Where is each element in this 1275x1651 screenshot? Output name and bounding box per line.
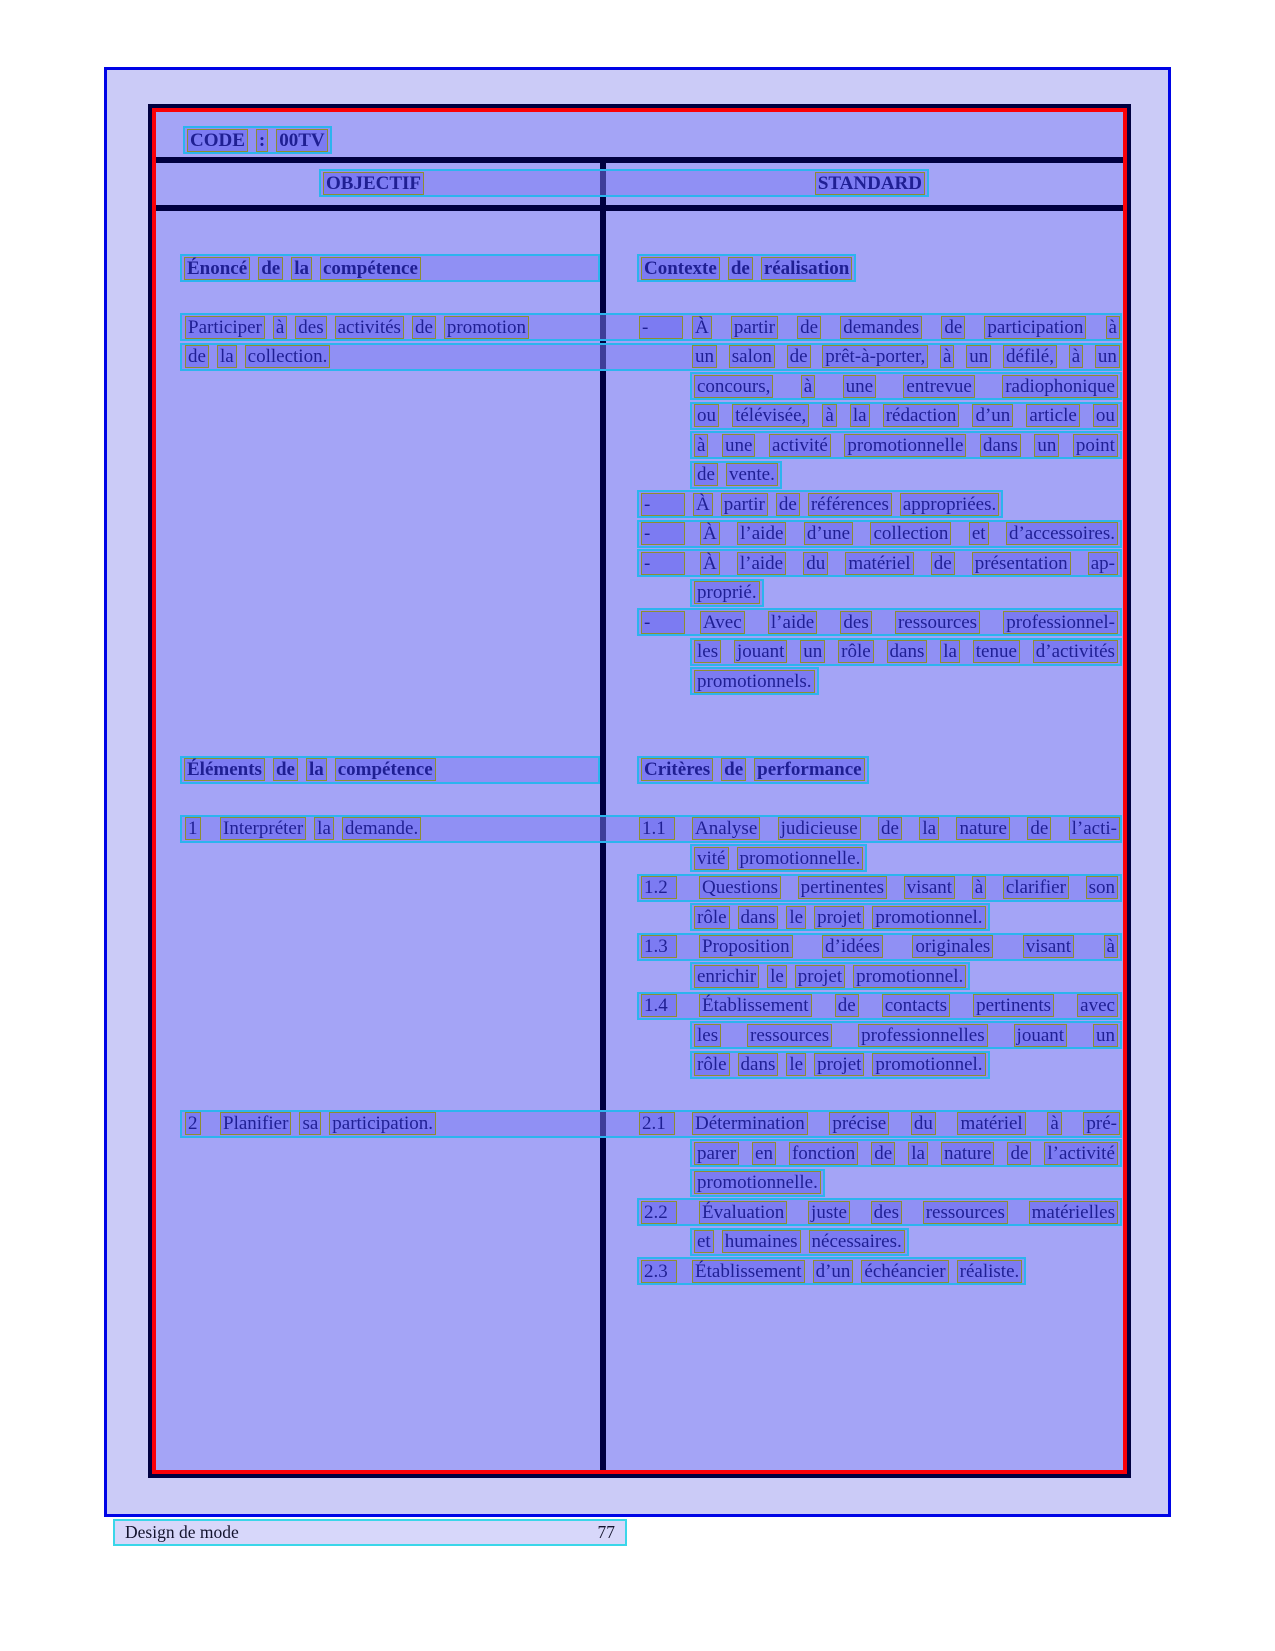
ocr-word: Contexte	[641, 257, 720, 280]
ocr-word: Établissement	[692, 1260, 805, 1283]
ocr-line-box	[637, 490, 1003, 518]
ocr-word: ap-	[1088, 552, 1118, 575]
standard-column-header: STANDARD	[815, 172, 925, 195]
ocr-word: rôle	[694, 1053, 730, 1076]
ocr-word: 00TV	[276, 129, 327, 152]
ocr-word: des	[295, 316, 326, 339]
footer-page-number: 77	[597, 1522, 615, 1542]
text-row	[156, 814, 1123, 844]
criterion-number: 1.3	[641, 935, 677, 958]
ocr-word: précise	[829, 1112, 889, 1135]
ocr-word: pré-	[1083, 1112, 1120, 1135]
ocr-word: demandes	[840, 316, 922, 339]
ocr-line-box	[180, 1110, 1122, 1138]
text-row	[156, 1197, 1123, 1227]
ocr-word: À	[700, 522, 720, 545]
text-row	[156, 1020, 1123, 1050]
ocr-word: entrevue	[903, 375, 974, 398]
ocr-word: activité	[769, 434, 831, 457]
ocr-word: réaliste.	[957, 1260, 1023, 1283]
ocr-line-box	[637, 520, 1122, 548]
ocr-word: article	[1026, 404, 1079, 427]
ocr-word: rôle	[694, 906, 730, 929]
ocr-word: participation.	[329, 1112, 436, 1135]
criterion-number: 1.4	[641, 994, 677, 1017]
ocr-word: à	[1047, 1112, 1061, 1135]
ocr-word: de	[1027, 817, 1051, 840]
column-headers-row	[156, 163, 1123, 205]
ocr-word: jouant	[1014, 1024, 1068, 1047]
text-row	[156, 932, 1123, 962]
blank-row	[156, 283, 1123, 313]
ocr-word: de	[273, 758, 298, 781]
ocr-word: collection	[870, 522, 951, 545]
objectif-column-header: OBJECTIF	[323, 172, 424, 195]
text-row	[156, 1168, 1123, 1198]
ocr-word: promotionnelle.	[737, 847, 864, 870]
bullet-dash: -	[641, 611, 685, 634]
ocr-word: l’acti-	[1069, 817, 1120, 840]
text-row	[156, 666, 1123, 696]
ocr-word: promotionnel.	[872, 906, 985, 929]
ocr-word: jouant	[734, 640, 788, 663]
ocr-word: de	[694, 463, 718, 486]
ocr-line-box	[690, 431, 1122, 459]
ocr-word: Questions	[699, 876, 781, 899]
ocr-word: matérielles	[1029, 1201, 1118, 1224]
text-row	[156, 1256, 1123, 1286]
ocr-word: nature	[956, 817, 1009, 840]
ocr-word: avec	[1077, 994, 1118, 1017]
ocr-line-box	[637, 933, 1122, 961]
text-row	[156, 843, 1123, 873]
ocr-word: dans	[738, 1053, 779, 1076]
ocr-word: professionnelles	[858, 1024, 987, 1047]
ocr-word: de	[871, 1142, 895, 1165]
ocr-word: la	[306, 758, 327, 781]
ocr-word: un	[800, 640, 825, 663]
bullet-dash: -	[641, 552, 685, 575]
text-row	[156, 519, 1123, 549]
ocr-word: Analyse	[692, 817, 760, 840]
ocr-word: Énoncé	[184, 257, 250, 280]
ocr-word: collection.	[245, 345, 331, 368]
ocr-word: échéancier	[861, 1260, 948, 1283]
text-row	[156, 371, 1123, 401]
text-row	[156, 1050, 1123, 1080]
ocr-word: d’une	[804, 522, 853, 545]
competency-table-inner	[152, 108, 1127, 1474]
ocr-word: visant	[1023, 935, 1074, 958]
ocr-word: à	[801, 375, 815, 398]
ocr-word: les	[694, 1024, 721, 1047]
ocr-word: son	[1086, 876, 1118, 899]
ocr-word: la	[919, 817, 939, 840]
ocr-word: prêt-à-porter,	[822, 345, 928, 368]
ocr-word: pertinents	[973, 994, 1054, 1017]
ocr-word: promotionnelle.	[694, 1171, 821, 1194]
ocr-line-box	[637, 874, 1122, 902]
ocr-word: l’aide	[737, 552, 786, 575]
ocr-word: promotionnel.	[853, 965, 966, 988]
ocr-word: de	[941, 316, 965, 339]
ocr-line-box	[180, 343, 1122, 371]
criterion-number: 2.1	[639, 1112, 675, 1135]
ocr-word: des	[871, 1201, 902, 1224]
ocr-word: une	[722, 434, 755, 457]
text-row	[156, 401, 1123, 431]
ocr-word: la	[217, 345, 237, 368]
ocr-word: vité	[694, 847, 729, 870]
ocr-word: à	[1069, 345, 1083, 368]
ocr-word: ressources	[747, 1024, 832, 1047]
ocr-word: originales	[912, 935, 993, 958]
ocr-word: un	[1093, 1024, 1118, 1047]
ocr-line-box	[690, 461, 782, 489]
text-row	[156, 1227, 1123, 1257]
ocr-word: compétence	[320, 257, 421, 280]
code-words	[187, 129, 328, 152]
page-scan-region	[104, 67, 1171, 1517]
text-row	[156, 755, 1123, 785]
ocr-word: compétence	[335, 758, 436, 781]
ocr-word: contacts	[882, 994, 950, 1017]
ocr-word: nature	[941, 1142, 994, 1165]
ocr-word: promotion	[444, 316, 529, 339]
ocr-word: de	[797, 316, 821, 339]
blank-row	[156, 696, 1123, 726]
ocr-line-box	[690, 1139, 1122, 1167]
text-row	[156, 312, 1123, 342]
ocr-word: l’activité	[1044, 1142, 1118, 1165]
ocr-word: visant	[904, 876, 955, 899]
ocr-word: salon	[729, 345, 775, 368]
text-row	[156, 607, 1123, 637]
ocr-word: à	[694, 434, 708, 457]
ocr-word: de	[728, 257, 753, 280]
ocr-word: sa	[299, 1112, 321, 1135]
item-number: 2	[185, 1112, 201, 1135]
ocr-word: promotionnelle	[844, 434, 966, 457]
ocr-word: concours,	[694, 375, 773, 398]
ocr-word: fonction	[789, 1142, 858, 1165]
ocr-line-box	[690, 372, 1122, 400]
ocr-word: la	[850, 404, 870, 427]
ocr-line-box	[690, 962, 970, 990]
ocr-word: :	[256, 129, 268, 152]
ocr-word: demande.	[342, 817, 421, 840]
ocr-word: proprié.	[694, 581, 760, 604]
ocr-word: parer	[694, 1142, 739, 1165]
ocr-word: radiophonique	[1002, 375, 1118, 398]
footer-doc-title: Design de mode	[125, 1522, 239, 1542]
text-row	[156, 548, 1123, 578]
ocr-word: du	[803, 552, 828, 575]
ocr-word: de	[835, 994, 859, 1017]
text-row	[156, 961, 1123, 991]
ocr-word: tenue	[973, 640, 1020, 663]
ocr-word: enrichir	[694, 965, 759, 988]
ocr-line-box	[690, 638, 1122, 666]
ocr-word: à	[822, 404, 836, 427]
ocr-line-box	[637, 608, 1122, 636]
column-headers-line-box	[319, 169, 929, 197]
ocr-word: performance	[754, 758, 864, 781]
ocr-line-box	[690, 844, 867, 872]
ocr-word: les	[694, 640, 721, 663]
ocr-word: Détermination	[692, 1112, 808, 1135]
ocr-word: un	[692, 345, 717, 368]
criterion-number: 1.1	[639, 817, 675, 840]
criterion-number: 2.2	[641, 1201, 677, 1224]
ocr-word: la	[314, 817, 334, 840]
ocr-word: la	[940, 640, 960, 663]
blank-row	[156, 784, 1123, 814]
ocr-word: rôle	[838, 640, 874, 663]
ocr-word: de	[1007, 1142, 1031, 1165]
ocr-word: projet	[814, 1053, 864, 1076]
ocr-word: professionnel-	[1003, 611, 1118, 634]
ocr-word: d’un	[972, 404, 1013, 427]
ocr-word: de	[787, 345, 811, 368]
ocr-word: rédaction	[883, 404, 960, 427]
ocr-word: CODE	[187, 129, 248, 152]
ocr-word: Interpréter	[220, 817, 306, 840]
ocr-word: la	[291, 257, 312, 280]
ocr-word: références	[808, 493, 892, 516]
blank-row	[156, 725, 1123, 755]
ocr-word: le	[786, 906, 806, 929]
ocr-word: ressources	[923, 1201, 1008, 1224]
ocr-word: partir	[731, 316, 778, 339]
ocr-word: ou	[1093, 404, 1118, 427]
ocr-line-box	[637, 254, 856, 282]
ocr-word: l’aide	[737, 522, 786, 545]
ocr-word: projet	[795, 965, 845, 988]
text-row	[156, 342, 1123, 372]
ocr-line-box	[690, 1228, 909, 1256]
competency-table	[148, 104, 1131, 1478]
ocr-word: À	[692, 316, 712, 339]
code-line-box	[183, 126, 332, 154]
ocr-line-box	[637, 992, 1122, 1020]
bullet-dash: -	[641, 522, 685, 545]
ocr-word: de	[412, 316, 436, 339]
ocr-line-box	[690, 1051, 990, 1079]
text-row	[156, 253, 1123, 283]
ocr-word: la	[908, 1142, 928, 1165]
ocr-word: dans	[980, 434, 1021, 457]
ocr-word: vente.	[726, 463, 778, 486]
ocr-word: le	[767, 965, 787, 988]
text-row	[156, 460, 1123, 490]
ocr-word: dans	[887, 640, 928, 663]
text-row	[156, 489, 1123, 519]
ocr-word: du	[911, 1112, 936, 1135]
text-row	[156, 430, 1123, 460]
ocr-word: Évaluation	[699, 1201, 787, 1224]
ocr-word: réalisation	[761, 257, 853, 280]
criterion-number: 1.2	[641, 876, 677, 899]
ocr-word: et	[694, 1230, 714, 1253]
code-header-row	[156, 112, 1123, 157]
text-row	[156, 902, 1123, 932]
ocr-line-box	[690, 402, 1122, 430]
ocr-line-box	[690, 903, 990, 931]
ocr-word: le	[786, 1053, 806, 1076]
ocr-word: en	[752, 1142, 776, 1165]
ocr-word: de	[776, 493, 800, 516]
ocr-word: Établissement	[699, 994, 812, 1017]
ocr-word: Proposition	[699, 935, 793, 958]
ocr-word: Éléments	[184, 758, 265, 781]
ocr-word: télévisée,	[732, 404, 809, 427]
ocr-word: un	[966, 345, 991, 368]
ocr-word: Participer	[185, 316, 265, 339]
ocr-word: un	[1095, 345, 1120, 368]
ocr-line-box	[637, 1257, 1026, 1285]
ocr-word: Planifier	[220, 1112, 291, 1135]
ocr-line-box	[637, 756, 869, 784]
ocr-word: à	[1104, 935, 1118, 958]
ocr-word: d’un	[813, 1260, 854, 1283]
ocr-word: une	[843, 375, 876, 398]
ocr-word: juste	[808, 1201, 850, 1224]
ocr-word: à	[1106, 316, 1120, 339]
ocr-word: appropriées.	[900, 493, 999, 516]
page-footer	[113, 1519, 627, 1546]
ocr-word: À	[693, 493, 713, 516]
blank-row	[156, 1079, 1123, 1109]
ocr-word: de	[878, 817, 902, 840]
table-body	[156, 211, 1123, 1470]
text-row	[156, 578, 1123, 608]
ocr-word: d’activités	[1033, 640, 1118, 663]
ocr-word: matériel	[845, 552, 913, 575]
ocr-word: promotionnels.	[694, 670, 815, 693]
ocr-word: ressources	[895, 611, 980, 634]
ocr-word: projet	[814, 906, 864, 929]
ocr-word: ou	[694, 404, 719, 427]
ocr-word: clarifier	[1003, 876, 1069, 899]
ocr-word: l’aide	[768, 611, 817, 634]
ocr-word: de	[721, 758, 746, 781]
ocr-word: Avec	[700, 611, 745, 634]
ocr-word: activités	[335, 316, 404, 339]
ocr-word: d’accessoires.	[1006, 522, 1118, 545]
text-row	[156, 873, 1123, 903]
ocr-word: défilé,	[1003, 345, 1057, 368]
ocr-word: dans	[738, 906, 779, 929]
text-row	[156, 1138, 1123, 1168]
text-row	[156, 991, 1123, 1021]
ocr-word: à	[940, 345, 954, 368]
ocr-word: promotionnel.	[872, 1053, 985, 1076]
ocr-word: nécessaires.	[809, 1230, 905, 1253]
ocr-word: matériel	[957, 1112, 1025, 1135]
ocr-word: humaines	[722, 1230, 801, 1253]
ocr-word: présentation	[972, 552, 1071, 575]
ocr-line-box	[690, 1021, 1122, 1049]
ocr-line-box	[690, 1169, 825, 1197]
ocr-word: Critères	[641, 758, 713, 781]
ocr-word: partir	[721, 493, 768, 516]
ocr-word: de	[931, 552, 955, 575]
ocr-word: point	[1073, 434, 1118, 457]
ocr-word: à	[273, 316, 287, 339]
ocr-word: judicieuse	[778, 817, 861, 840]
ocr-line-box	[180, 313, 1122, 341]
ocr-word: À	[700, 552, 720, 575]
ocr-word: des	[840, 611, 871, 634]
ocr-line-box	[180, 815, 1122, 843]
bullet-dash: -	[641, 493, 685, 516]
ocr-line-box	[180, 254, 600, 282]
bullet-dash: -	[639, 316, 683, 339]
ocr-word: à	[972, 876, 986, 899]
ocr-line-box	[180, 756, 600, 784]
ocr-line-box	[690, 579, 764, 607]
ocr-word: pertinentes	[798, 876, 887, 899]
ocr-line-box	[637, 549, 1122, 577]
ocr-word: participation	[984, 316, 1086, 339]
text-row	[156, 1109, 1123, 1139]
criterion-number: 2.3	[641, 1260, 677, 1283]
ocr-line-box	[690, 667, 819, 695]
item-number: 1	[185, 817, 201, 840]
ocr-line-box	[637, 1198, 1122, 1226]
ocr-word: et	[969, 522, 989, 545]
table-body-rows	[156, 253, 1123, 1286]
ocr-word: d’idées	[822, 935, 883, 958]
text-row	[156, 637, 1123, 667]
ocr-word: de	[258, 257, 283, 280]
ocr-word: de	[185, 345, 209, 368]
ocr-word: un	[1034, 434, 1059, 457]
